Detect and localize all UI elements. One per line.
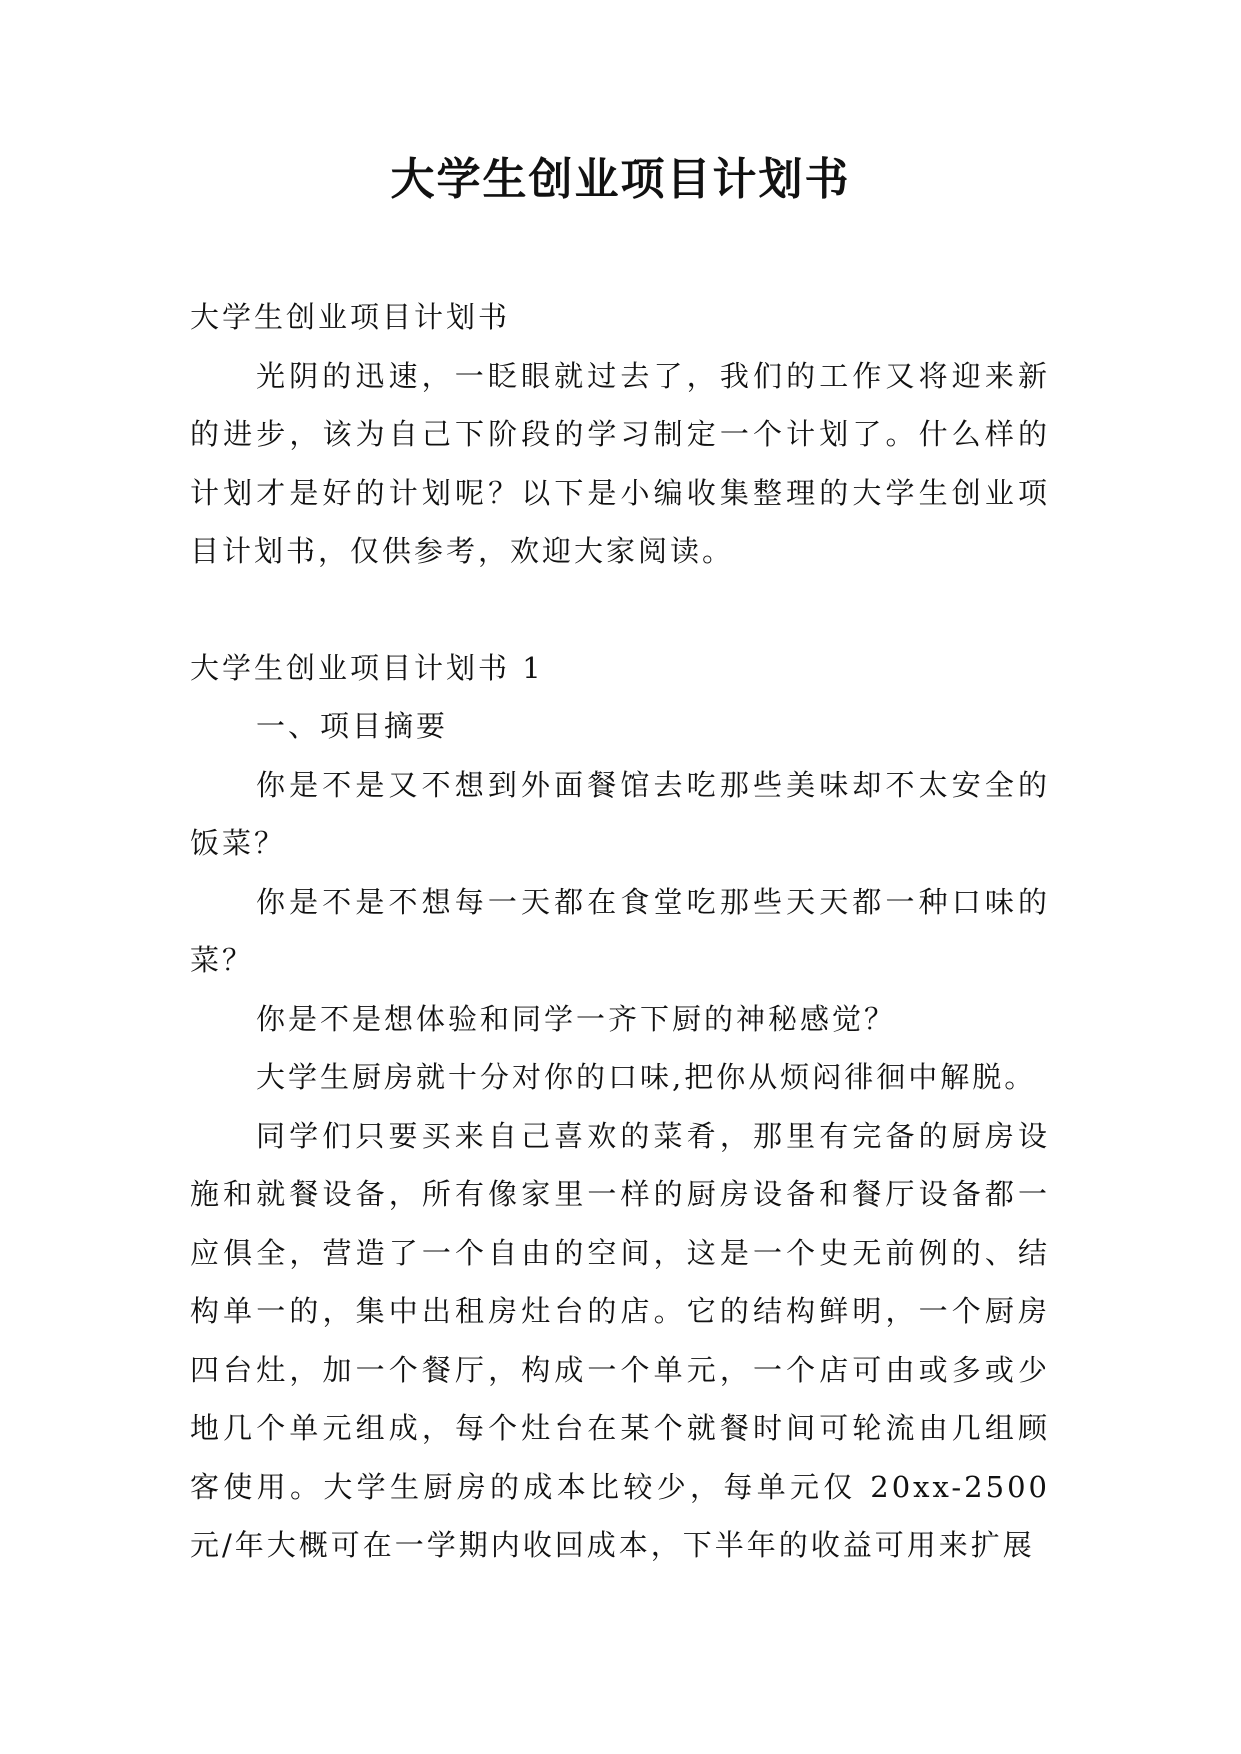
body-paragraph: 你是不是想体验和同学一齐下厨的神秘感觉？	[256, 1001, 897, 1036]
body-paragraph: 你是不是不想每一天都在食堂吃那些天天都一种口味的菜？	[190, 884, 1050, 977]
body-paragraph: 同学们只要买来自己喜欢的菜肴，那里有完备的厨房设施和就餐设备，所有像家里一样的厨房设备和餐厅设备都一应俱全，营造了一个自由的空间，这是一个史无前例的、结构单一的，集中出租房灶台的店。它的结构鲜明，一个厨房四台灶，加一个餐厅，构成一个单元，一个店可由或多或少地几个单元组成，每个灶台在某个就餐时间可轮流由几组顾客使用。大学生厨房的成本比较少，每单元仅 20xx-2500 元/年大概可在一学期内收回成本，下半年的收益可用来扩展	[190, 1118, 1050, 1562]
intro-paragraph: 光阴的迅速，一眨眼就过去了，我们的工作又将迎来新的进步，该为自己下阶段的学习制定一个计划了。什么样的计划才是好的计划呢？以下是小编收集整理的大学生创业项目计划书，仅供参考，欢迎大家阅读。	[190, 358, 1050, 568]
section-heading: 大学生创业项目计划书 1	[190, 650, 544, 685]
body-paragraph: 大学生厨房就十分对你的口味,把你从烦闷徘徊中解脱。	[256, 1060, 1037, 1094]
section-subheading: 一、项目摘要	[256, 709, 449, 743]
document-title: 大学生创业项目计划书	[390, 154, 851, 205]
body-paragraph: 你是不是又不想到外面餐馆去吃那些美味却不太安全的饭菜？	[190, 767, 1050, 860]
document-body	[190, 288, 1050, 1575]
subtitle: 大学生创业项目计划书	[190, 300, 511, 334]
